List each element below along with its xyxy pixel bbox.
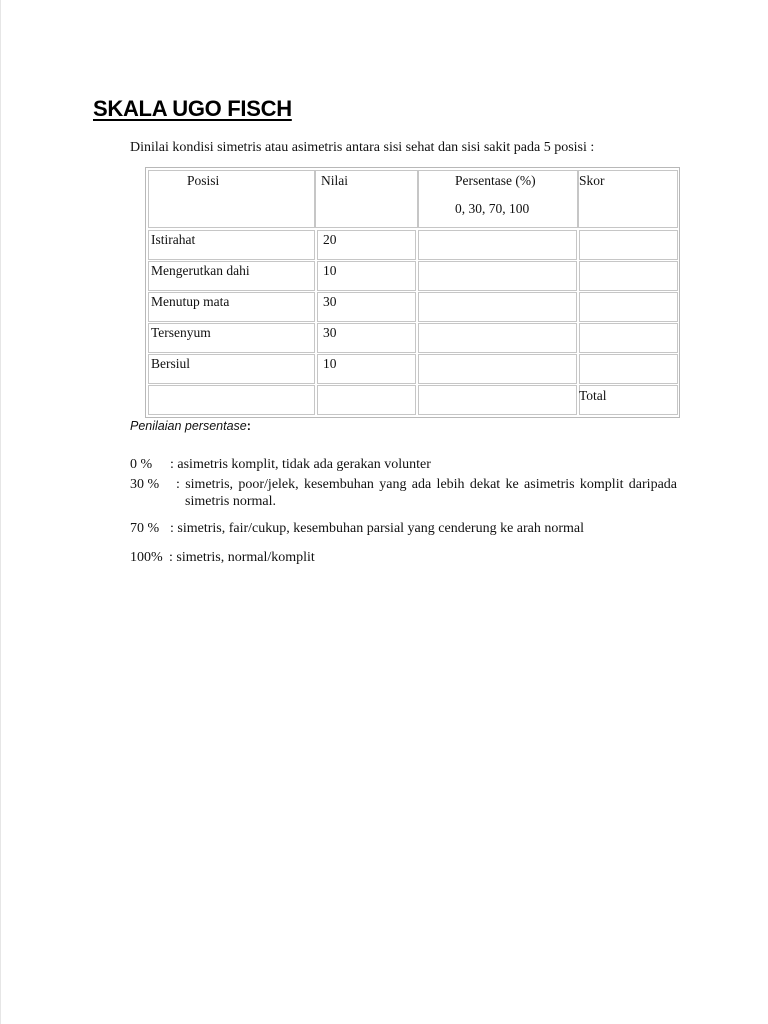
header-persentase-options: 0, 30, 70, 100 (455, 201, 530, 216)
penilaian-heading (130, 419, 251, 433)
row1-persentase-cell[interactable] (418, 230, 577, 260)
total-empty-cell-2 (317, 385, 416, 415)
total-empty-cell-1 (148, 385, 315, 415)
row1-nilai: 20 (323, 232, 337, 247)
document-title: SKALA UGO FISCH (93, 96, 292, 121)
total-label: Total (579, 388, 607, 403)
row1-posisi: Istirahat (151, 232, 196, 247)
row5-persentase-cell[interactable] (418, 354, 577, 384)
rule-0-percent (130, 457, 431, 473)
row3-persentase-cell[interactable] (418, 292, 577, 322)
rule-100-pct: 100% (130, 550, 163, 565)
rule-30-text-cont: simetris normal. (185, 494, 276, 509)
row4-skor-cell[interactable] (579, 323, 678, 353)
rule-100-text: : simetris, normal/komplit (169, 550, 315, 565)
header-nilai: Nilai (321, 173, 348, 188)
row5-posisi: Bersiul (151, 356, 190, 371)
header-skor: Skor (579, 173, 605, 188)
rule-0-text: : asimetris komplit, tidak ada gerakan volunter (170, 457, 431, 472)
penilaian-heading-text: Penilaian persentase (130, 419, 247, 433)
header-posisi: Posisi (187, 173, 220, 188)
row2-skor-cell[interactable] (579, 261, 678, 291)
row3-nilai: 30 (323, 294, 337, 309)
row2-nilai: 10 (323, 263, 337, 278)
row2-persentase-cell[interactable] (418, 261, 577, 291)
rule-30-pct: 30 % (130, 477, 160, 492)
row5-skor-cell[interactable] (579, 354, 678, 384)
header-persentase: Persentase (%) (455, 173, 536, 188)
rule-70-percent (130, 521, 584, 537)
row3-skor-cell[interactable] (579, 292, 678, 322)
row2-posisi: Mengerutkan dahi (151, 263, 250, 278)
header-cell-posisi (148, 170, 315, 228)
page-edge (0, 0, 1, 1024)
row4-posisi: Tersenyum (151, 325, 211, 340)
rule-70-text: : simetris, fair/cukup, kesembuhan parsial yang cenderung ke arah normal (170, 521, 585, 536)
rule-0-pct: 0 % (130, 457, 153, 472)
penilaian-heading-colon: : (246, 419, 251, 433)
rule-70-pct: 70 % (130, 521, 160, 536)
row5-nilai: 10 (323, 356, 337, 371)
row1-skor-cell[interactable] (579, 230, 678, 260)
row4-persentase-cell[interactable] (418, 323, 577, 353)
row4-nilai: 30 (323, 325, 337, 340)
rule-100-percent (130, 550, 315, 566)
total-empty-cell-3 (418, 385, 577, 415)
rule-30-text: : simetris, poor/jelek, kesembuhan yang ada lebih dekat ke asimetris komplit daripada (176, 477, 677, 492)
row3-posisi: Menutup mata (151, 294, 230, 309)
intro-text: Dinilai kondisi simetris atau asimetris antara sisi sehat dan sisi sakit pada 5 posisi : (130, 140, 595, 155)
